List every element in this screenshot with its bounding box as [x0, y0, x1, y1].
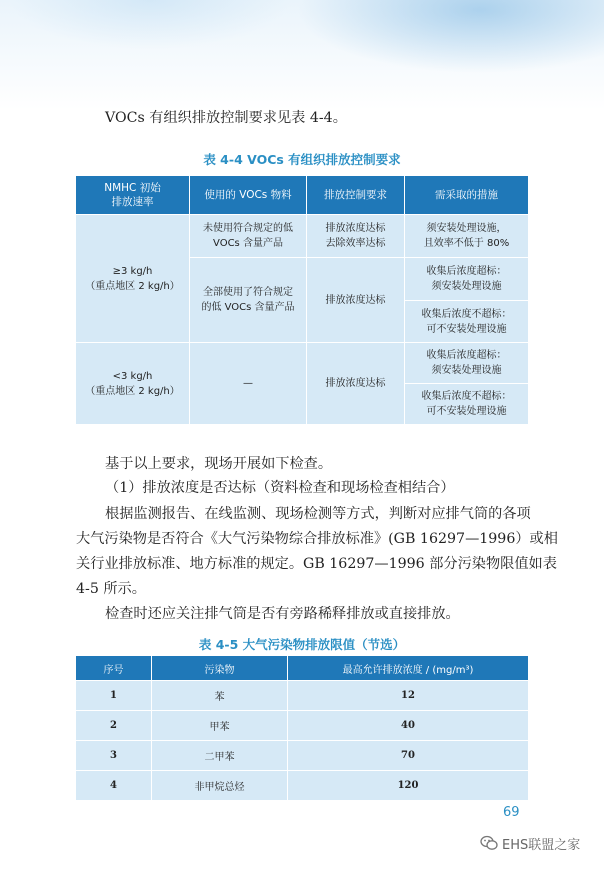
measure-cell: 收集后浓度不超标： 可不安装处理设施 — [405, 383, 528, 424]
wechat-icon — [480, 835, 498, 851]
watermark — [480, 831, 580, 855]
table-row — [76, 770, 528, 800]
section-heading: （1）排放浓度是否达标（资料检查和现场检查相结合） — [105, 480, 455, 496]
body-paragraph: 大气污染物是否符合《大气污染物综合排放标准》(GB 16297—1996）或相 — [76, 531, 558, 547]
header-cell: 最高允许排放浓度 / (mg/m³) — [288, 656, 528, 680]
header-cell: 排放控制要求 — [307, 176, 405, 214]
table-header-row — [76, 176, 528, 214]
measure-cell: 收集后浓度不超标： 可不安装处理设施 — [405, 300, 528, 342]
intro-text: VOCs 有组织排放控制要求见表 4-4。 — [105, 110, 347, 126]
table-4-5 — [76, 656, 528, 800]
table-header-row — [76, 656, 528, 680]
body-paragraph: 基于以上要求，现场开展如下检查。 — [105, 456, 333, 472]
body-paragraph: 检查时还应关注排气筒是否有旁路稀释排放或直接排放。 — [105, 606, 460, 622]
requirement-cell: 排放浓度达标 — [307, 257, 405, 342]
requirement-cell: 排放浓度达标 — [307, 342, 405, 424]
measure-cell: 收集后浓度超标： 须安装处理设施 — [405, 257, 528, 300]
watermark-text: EHS联盟之家 — [502, 837, 581, 853]
page-number: 69 — [503, 805, 520, 820]
measure-cell: 收集后浓度超标： 须安装处理设施 — [405, 342, 528, 383]
measure-cell: 须安装处理设施， 且效率不低于 80% — [405, 214, 528, 257]
row-number: 3 — [76, 740, 152, 770]
row-number: 2 — [76, 710, 152, 740]
table-4-4-caption: 表 4-4 VOCs 有组织排放控制要求 — [203, 152, 401, 167]
limit-cell: 70 — [288, 740, 528, 770]
body-paragraph: 根据监测报告、在线监测、现场检测等方式，判断对应排气筒的各项 — [105, 506, 531, 522]
header-cell: 污染物 — [152, 656, 288, 680]
header-cell: NMHC 初始 排放速率 — [76, 176, 190, 214]
pollutant-cell: 甲苯 — [152, 710, 288, 740]
table-row — [76, 214, 528, 257]
pollutant-cell: 非甲烷总烃 — [152, 770, 288, 800]
body-paragraph: 4-5 所示。 — [76, 581, 146, 597]
table-row — [76, 710, 528, 740]
pollutant-cell: 二甲苯 — [152, 740, 288, 770]
pollutant-cell: 苯 — [152, 680, 288, 710]
body-paragraph: 关行业排放标准、地方标准的规定。GB 16297—1996 部分污染物限值如表 — [76, 556, 557, 572]
row-number: 1 — [76, 680, 152, 710]
table-4-5-caption: 表 4-5 大气污染物排放限值（节选） — [198, 637, 406, 652]
requirement-cell: 排放浓度达标 去除效率达标 — [307, 214, 405, 257]
row-number: 4 — [76, 770, 152, 800]
table-row — [76, 342, 528, 383]
header-cell: 序号 — [76, 656, 152, 680]
limit-cell: 12 — [288, 680, 528, 710]
table-4-4 — [76, 176, 528, 424]
material-cell: — — [190, 342, 307, 424]
limit-cell: 40 — [288, 710, 528, 740]
table-row — [76, 740, 528, 770]
header-cell: 需采取的措施 — [405, 176, 528, 214]
limit-cell: 120 — [288, 770, 528, 800]
rate-cell: ≥3 kg/h （重点地区 2 kg/h） — [76, 214, 190, 342]
material-cell: 未使用符合规定的低 VOCs 含量产品 — [190, 214, 307, 257]
sky-background — [0, 0, 604, 110]
table-row — [76, 680, 528, 710]
header-cell: 使用的 VOCs 物料 — [190, 176, 307, 214]
material-cell: 全部使用了符合规定 的低 VOCs 含量产品 — [190, 257, 307, 342]
rate-cell: <3 kg/h （重点地区 2 kg/h） — [76, 342, 190, 424]
